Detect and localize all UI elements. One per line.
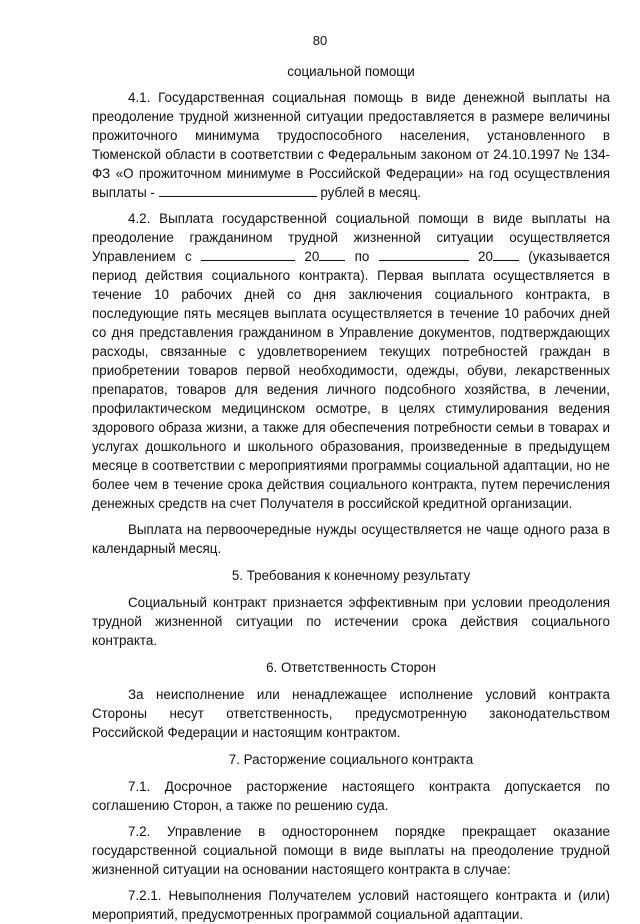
document-body bbox=[92, 62, 610, 924]
paragraph-6: За неисполнение или ненадлежащее исполнение условий контракта Стороны несут ответственность, предусмотренную законодательством Российской Федерации и настоящим контрактом. bbox=[92, 687, 610, 740]
section-6-heading: 6. Ответственность Сторон bbox=[266, 660, 436, 675]
paragraph-4-2-start: 4.2. Выплата государственной социальной помощи в виде выплаты на преодоление гражданином трудной жизненной ситуации осуществляется Управлением с bbox=[92, 211, 610, 264]
continuation-line: социальной помощи bbox=[287, 64, 415, 79]
paragraph-4-1 bbox=[92, 88, 610, 202]
year-prefix-2: 20 bbox=[478, 249, 493, 264]
start-year-blank bbox=[319, 248, 345, 261]
paragraph-4-1-text: 4.1. Государственная социальная помощь в виде денежной выплаты на преодоление трудной жизненной ситуации предоставляется в размере величины прожиточного минимума трудоспособного населения, установленного в Тюменской области в соответствии с Федеральным законом от 24.10.1997 № 134-ФЗ «О прожиточном минимуме в Российской Федерации» на год осуществления выплаты - bbox=[92, 90, 610, 200]
section-5-heading: 5. Требования к конечному результату bbox=[231, 568, 471, 583]
paragraph-4-2 bbox=[92, 209, 610, 513]
paragraph-5: Социальный контракт признается эффективным при условии преодоления трудной жизненной ситуации по истечении срока действия социального контракта. bbox=[92, 595, 610, 648]
paragraph-7-2-1: 7.2.1. Невыполнения Получателем условий настоящего контракта и (или) мероприятий, предусмотренных программой социальной адаптации. bbox=[92, 888, 610, 922]
end-date-blank bbox=[379, 248, 469, 261]
paragraph-7-1: 7.1. Досрочное расторжение настоящего контракта допускается по соглашению Сторон, а также по решению суда. bbox=[92, 779, 610, 813]
paragraph-4-2-rest: (указывается период действия социального контракта). Первая выплата осуществляется в течение 10 рабочих дней со дня заключения социального контракта, в последующие пять месяцев выплата осуществляется в течение 10 рабочих дней со дня представления гражданином в Управление документов, подтверждающих расходы, связанные с удовлетворением текущих потребностей граждан в приобретении товаров первой необходимости, одежды, обуви, лекарственных препаратов, товаров для ведения личного подсобного хозяйства, в лечении, профилактическом медицинском осмотре, в целях стимулирования ведения здорового образа жизни, а также для обеспечения потребности семьи в товарах и услугах дошкольного и школьного образования, произведенные в предыдущем месяце в соответствии с мероприятиями программы социальной адаптации, но не более чем в течение срока действия социального контракта, путем перечисления денежных средств на счет Получателя в российской кредитной организации. bbox=[92, 249, 610, 511]
end-year-blank bbox=[493, 248, 519, 261]
section-7-heading: 7. Расторжение социального контракта bbox=[228, 752, 474, 767]
to-word: по bbox=[354, 249, 370, 264]
year-prefix-1: 20 bbox=[304, 249, 320, 264]
page-number: 80 bbox=[312, 33, 328, 48]
paragraph-4-3: Выплата на первоочередные нужды осуществляется не чаще одного раза в календарный месяц. bbox=[92, 522, 610, 556]
amount-blank bbox=[159, 184, 317, 197]
start-date-blank bbox=[201, 248, 295, 261]
paragraph-7-2: 7.2. Управление в одностороннем порядке прекращает оказание государственной социальной помощи в виде выплаты на преодоление трудной жизненной ситуации на основании настоящего контракта в случае: bbox=[92, 824, 610, 877]
paragraph-4-1-tail: рублей в месяц. bbox=[320, 185, 421, 200]
